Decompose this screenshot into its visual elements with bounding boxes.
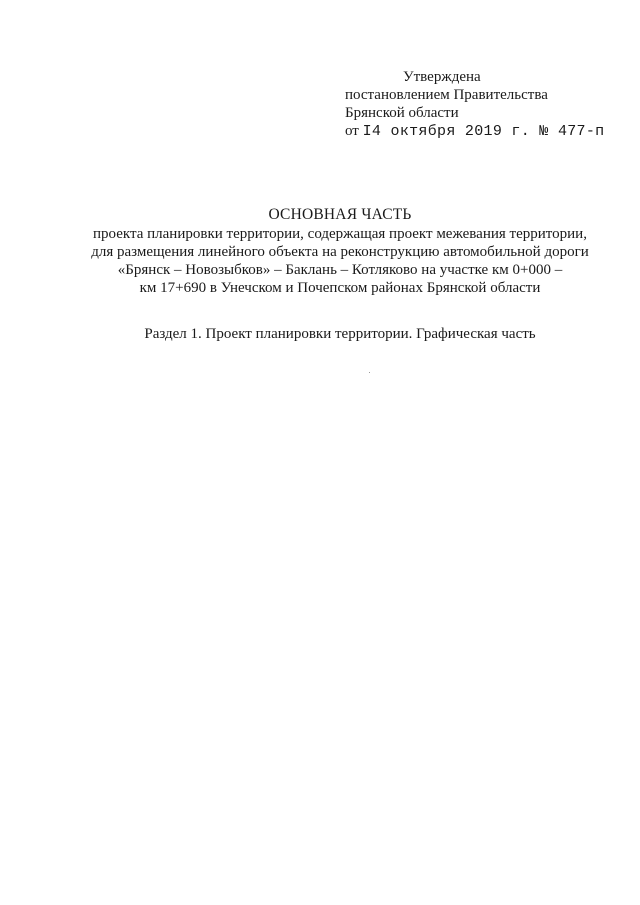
approval-date-number: I4 октября 2019 г. № 477-п: [362, 123, 605, 140]
approval-region: Брянской области: [345, 105, 459, 121]
approval-heading: Утверждена: [403, 69, 481, 85]
section-heading: Раздел 1. Проект планировки территории. Графическая часть: [144, 326, 536, 342]
title-line-1: проекта планировки территории, содержащая проект межевания территории,: [93, 226, 587, 242]
approval-stamp: [345, 68, 605, 141]
title-line-2: для размещения линейного объекта на реконструкцию автомобильной дороги: [91, 244, 589, 260]
approval-authority: постановлением Правительства: [345, 87, 548, 103]
scan-speck: [369, 372, 370, 373]
document-main-title: ОСНОВНАЯ ЧАСТЬ: [268, 206, 412, 223]
approval-date-line: [345, 122, 605, 141]
approval-date-prefix: от: [345, 123, 359, 139]
document-title-block: [60, 206, 620, 297]
title-line-4: км 17+690 в Унечском и Почепском районах Брянской области: [139, 280, 541, 296]
title-line-3: «Брянск – Новозыбков» – Баклань – Котляково на участке км 0+000 –: [117, 262, 563, 278]
